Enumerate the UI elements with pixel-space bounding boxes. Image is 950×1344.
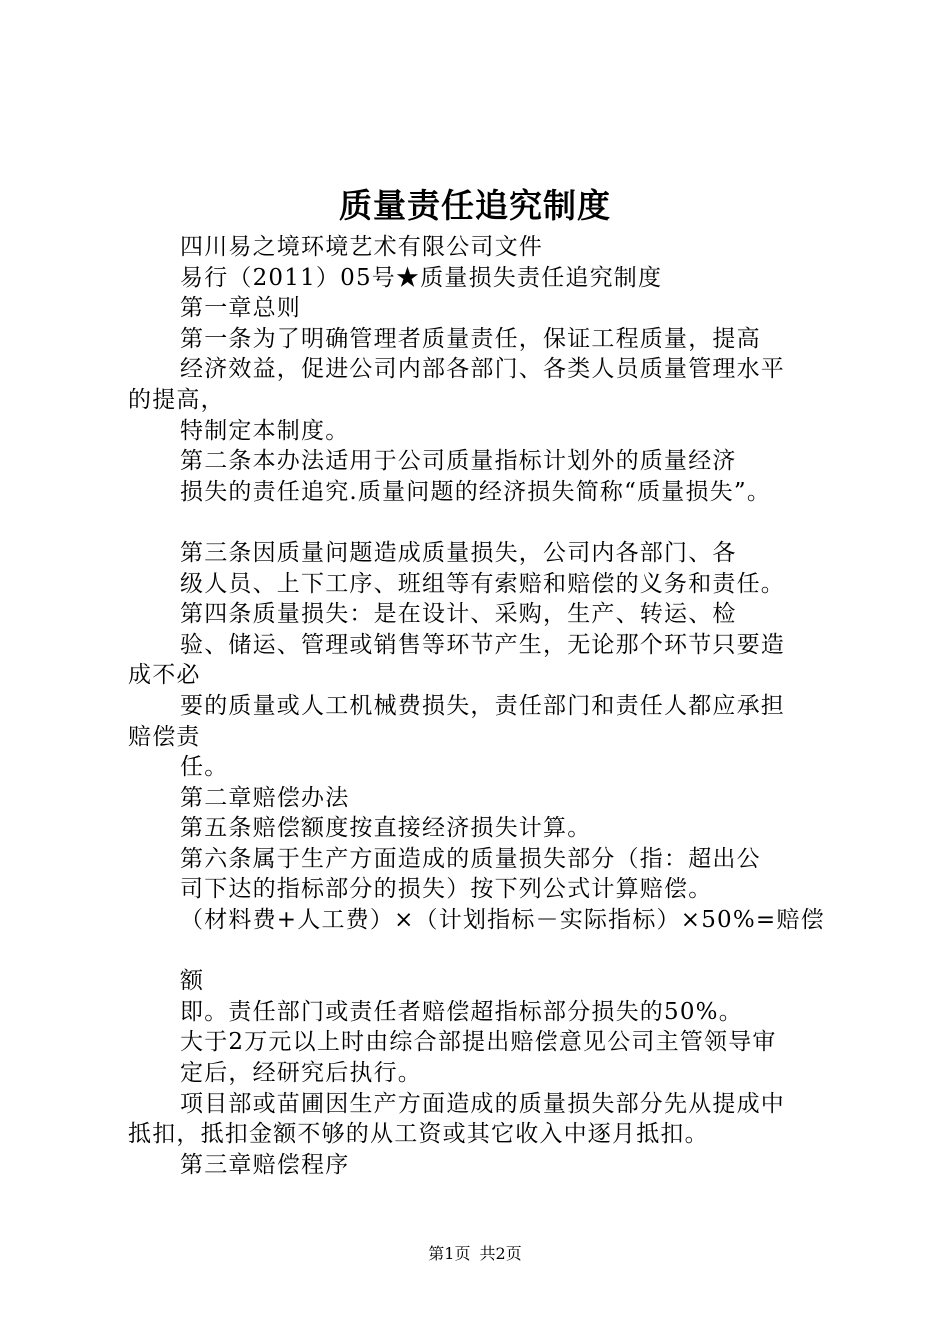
body-line: 第四条质量损失：是在设计、采购，生产、转运、检 (180, 601, 737, 628)
page-number: 第1页 (428, 1244, 471, 1263)
body-line: 第二条本办法适用于公司质量指标计划外的质量经济 (180, 448, 737, 475)
body-line: 四川易之境环境艺术有限公司文件 (180, 234, 543, 260)
body-line: 司下达的指标部分的损失）按下列公式计算赔偿。 (180, 876, 713, 903)
body-line: 易行（2011）05号★质量损失责任追究制度 (180, 264, 663, 291)
body-line: 第五条赔偿额度按直接经济损失计算。 (180, 815, 592, 842)
body-line: 抵扣，抵扣金额不够的从工资或其它收入中逐月抵扣。 (128, 1121, 709, 1148)
document-body (128, 232, 833, 1180)
body-line: （材料费+人工费）×（计划指标－实际指标）×50%=赔偿 (180, 907, 825, 934)
body-line: 经济效益，促进公司内部各部门、各类人员质量管理水平 (180, 356, 785, 383)
body-line: 任。 (180, 754, 229, 781)
body-line: 级人员、上下工序、班组等有索赔和赔偿的义务和责任。 (180, 570, 785, 597)
blank-line (128, 936, 833, 967)
body-line: 大于2万元以上时由综合部提出赔偿意见公司主管领导审 (180, 1029, 777, 1056)
body-line: 项目部或苗圃因生产方面造成的质量损失部分先从提成中 (180, 1090, 785, 1117)
blank-line (128, 507, 833, 538)
body-line: 定后，经研究后执行。 (180, 1060, 422, 1087)
body-line: 第二章赔偿办法 (180, 784, 350, 811)
body-line: 第一章总则 (180, 295, 301, 322)
body-line: 验、储运、管理或销售等环节产生，无论那个环节只要造 (180, 631, 785, 658)
body-line: 的提高， (128, 386, 225, 413)
body-line: 赔偿责 (128, 723, 201, 750)
body-line: 损失的责任追究.质量问题的经济损失简称“质量损失”。 (180, 478, 772, 505)
body-line: 成不必 (128, 662, 201, 689)
body-line: 第一条为了明确管理者质量责任，保证工程质量，提高 (180, 325, 761, 352)
body-line: 即。责任部门或责任者赔偿超指标部分损失的50%。 (180, 998, 743, 1025)
body-line: 第六条属于生产方面造成的质量损失部分（指：超出公 (180, 845, 761, 872)
body-line: 特制定本制度。 (180, 417, 350, 444)
page-footer (0, 1243, 950, 1265)
page-total: 共2页 (479, 1244, 522, 1263)
document-title: 质量责任追究制度 (339, 186, 611, 225)
body-line: 额 (180, 968, 205, 995)
body-line: 要的质量或人工机械费损失，责任部门和责任人都应承担 (180, 692, 785, 719)
body-line: 第三条因质量问题造成质量损失，公司内各部门、各 (180, 539, 737, 566)
body-line: 第三章赔偿程序 (180, 1151, 350, 1178)
